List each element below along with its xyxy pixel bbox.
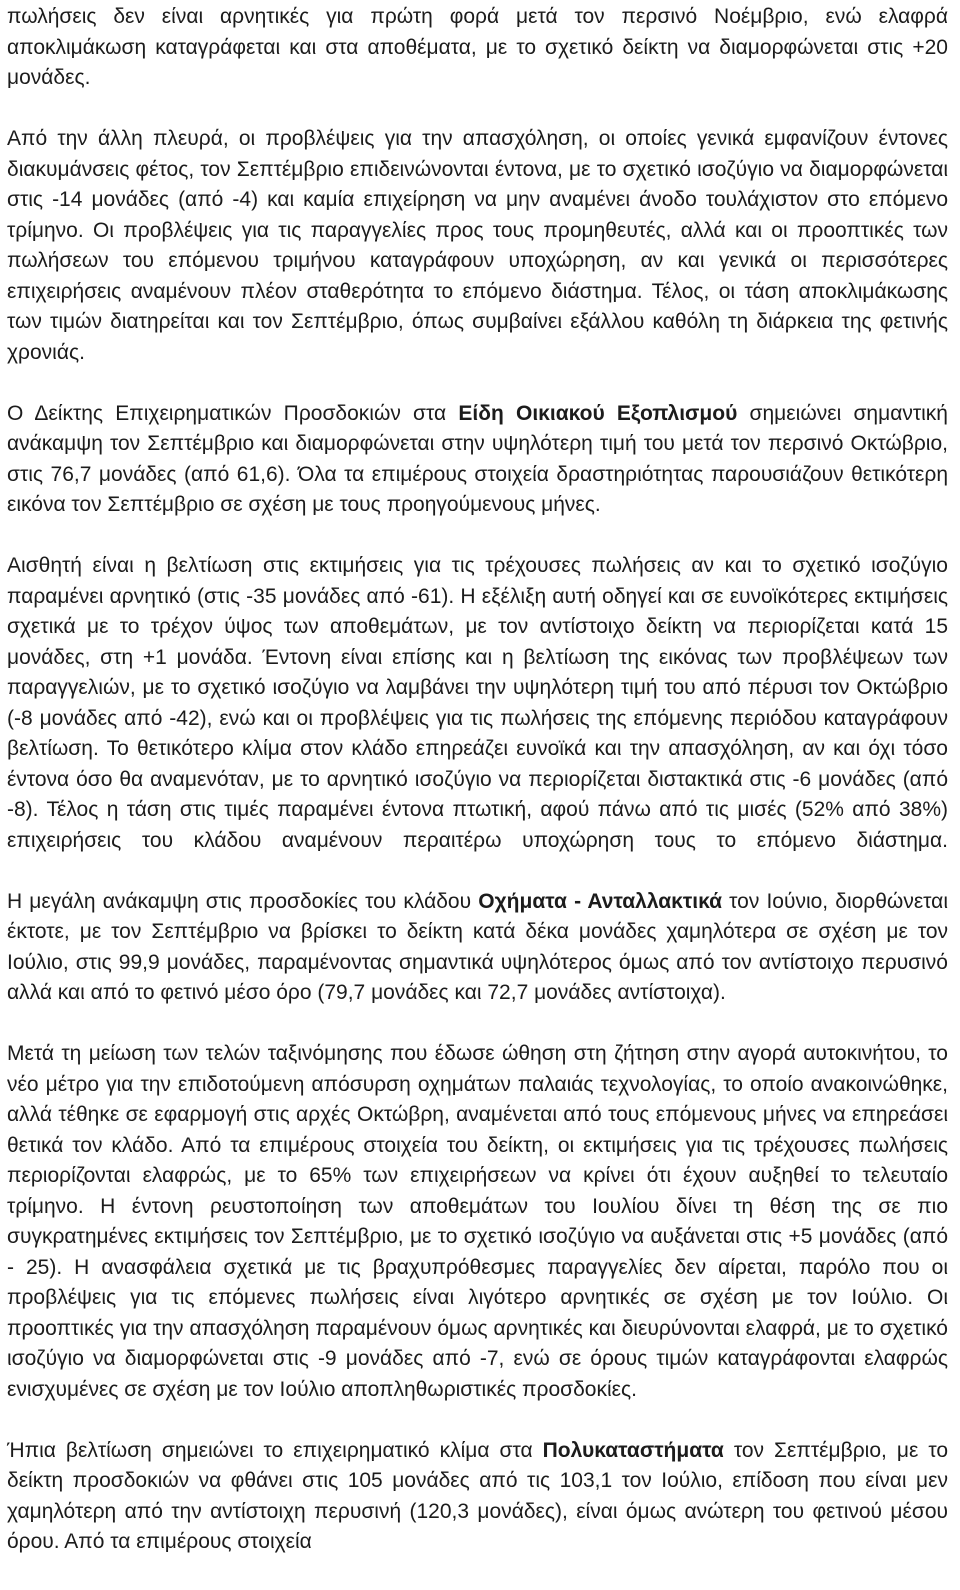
paragraph (7, 551, 948, 856)
paragraph (7, 1039, 948, 1405)
paragraph (7, 2, 948, 94)
paragraph-text: τον Σεπτέμβριο, με το δείκτη προσδοκιών να φθάνει στις 105 μονάδες από τις 103,1 τον Ιούλιο, επίδοση που είναι μεν χαμηλότερη από την αντίστοιχη περυσινή (120,3 μονάδες), είναι όμως ανώτερη του φετινού μέσου όρου. Από τα επιμέρους στοιχεία (7, 1438, 949, 1553)
bold-heading-term: Είδη Οικιακού Εξοπλισμού (458, 401, 738, 425)
paragraph-text: Από την άλλη πλευρά, οι προβλέψεις για την απασχόληση, οι οποίες γενικά εμφανίζουν έντονες διακυμάνσεις φέτος, τον Σεπτέμβριο επιδεινώνονται έντονα, με το σχετικό ισοζύγιο να διαμορφώνεται στις -14 μονάδες (από -4) και καμία επιχείρηση να μην αναμένει άνοδο τουλάχιστον στο επόμενο τρίμηνο. Οι προβλέψεις για τις παραγγελίες προς τους προμηθευτές, αλλά και οι προοπτικές των πωλήσεων του επόμενου τριμήνου καταγράφουν υποχώρηση, αν και γενικά οι περισσότερες επιχειρήσεις αναμένουν πλέον σταθερότητα το επόμενο διάστημα. Τέλος, οι τάση αποκλιμάκωσης των τιμών διατηρείται και τον Σεπτέμβριο, όπως συμβαίνει εξάλλου καθόλη τη διάρκεια της φετινής χρονιάς. (7, 127, 948, 364)
bold-heading-term: Οχήματα - Ανταλλακτικά (478, 889, 723, 913)
paragraph (7, 1436, 948, 1558)
paragraph-text: τον Ιούνιο, διορθώνεται έκτοτε, με τον Σεπτέμβριο να βρίσκει το δείκτη κατά δέκα μονάδες χαμηλότερα σε σχέση με τον Ιούλιο, στις 99,9 μονάδες, παραμένοντας σημαντικά υψηλότερος όμως από τον αντίστοιχο περυσινό αλλά και από το φετινό μέσο όρο (79,7 μονάδες και 72,7 μονάδες αντίστοιχα). (7, 889, 948, 1004)
paragraph (7, 124, 948, 368)
paragraph-text: Αισθητή είναι η βελτίωση στις εκτιμήσεις για τις τρέχουσες πωλήσεις αν και το σχετικό ισοζύγιο παραμένει αρνητικό (στις -35 μονάδες από -61). Η εξέλιξη αυτή οδηγεί και σε ευνοϊκότερες εκτιμήσεις σχετικά με το τρέχον ύψος των αποθεμάτων, με τον αντίστοιχο δείκτη να περιορίζεται κατά 15 μονάδες, στη +1 μονάδα. Έντονη είναι επίσης και η βελτίωση της εικόνας των προβλέψεων των παραγγελιών, με το σχετικό ισοζύγιο να λαμβάνει την υψηλότερη τιμή του από πέρυσι τον Οκτώβριο (-8 μονάδες από -42), ενώ και οι προβλέψεις για τις πωλήσεις της επόμενης περιόδου καταγράφουν βελτίωση. Το θετικότερο κλίμα στον κλάδο επηρεάζει ευνοϊκά και την απασχόληση, αν και όχι τόσο έντονα όσο θα αναμενόταν, με το αρνητικό ισοζύγιο να περιορίζεται διστακτικά στις -6 μονάδες (από -8). Τέλος η τάση στις τιμές παραμένει έντονα πτωτική, αφού πάνω από τις μισές (52% από 38%) επιχειρήσεις του κλάδου αναμένουν περαιτέρω υποχώρηση τους το επόμενο διάστημα. (7, 554, 948, 852)
paragraph (7, 399, 948, 521)
paragraph-text: Η μεγάλη ανάκαμψη στις προσδοκίες του κλάδου (7, 889, 479, 913)
paragraph-text: σημειώνει σημαντική ανάκαμψη τον Σεπτέμβριο και διαμορφώνεται στην υψηλότερη τιμή του μετά τον περσινό Οκτώβριο, στις 76,7 μονάδες (από 61,6). Όλα τα επιμέρους στοιχεία δραστηριότητας παρουσιάζουν θετικότερη εικόνα τον Σεπτέμβριο σε σχέση με τους προηγούμενους μήνες. (7, 401, 948, 516)
paragraph-text: Μετά τη μείωση των τελών ταξινόμησης που έδωσε ώθηση στη ζήτηση στην αγορά αυτοκινήτου, το νέο μέτρο για την επιδοτούμενη απόσυρση οχημάτων παλαιάς τεχνολογίας, το οποίο ανακοινώθηκε, αλλά τέθηκε σε εφαρμογή στις αρχές Οκτώβρη, αναμένεται από τους επόμενους μήνες να επηρεάσει θετικά τον κλάδο. Από τα επιμέρους στοιχεία του δείκτη, οι εκτιμήσεις για τις τρέχουσες πωλήσεις περιορίζονται ελαφρώς, με το 65% των επιχειρήσεων να κρίνει ότι έχουν αυξηθεί το τελευταίο τρίμηνο. Η έντονη ρευστοποίηση των αποθεμάτων του Ιουλίου δίνει τη θέση της σε πιο συγκρατημένες εκτιμήσεις τον Σεπτέμβριο, με το σχετικό ισοζύγιο να αυξάνεται στις +5 μονάδες (από - 25). Η ανασφάλεια σχετικά με τις βραχυπρόθεσμες παραγγελίες δεν αίρεται, παρόλο που οι προβλέψεις για τις επόμενες πωλήσεις είναι λιγότερο αρνητικές σε σχέση με τον Ιούλιο. Οι προοπτικές για την απασχόληση παραμένουν όμως αρνητικές και διευρύνονται ελαφρά, με το σχετικό ισοζύγιο να διαμορφώνεται στις -9 μονάδες από -7, ενώ σε όρους τιμών καταγράφονται ελαφρώς ενισχυμένες σε σχέση με τον Ιούλιο αποπληθωριστικές προσδοκίες. (7, 1042, 948, 1401)
paragraph (7, 887, 948, 1009)
paragraph-text: Ο Δείκτης Επιχειρηματικών Προσδοκιών στα (7, 401, 459, 425)
bold-heading-term: Πολυκαταστήματα (542, 1438, 724, 1462)
paragraph-text: πωλήσεις δεν είναι αρνητικές για πρώτη φορά μετά τον περσινό Νοέμβριο, ενώ ελαφρά αποκλιμάκωση καταγράφεται και στα αποθέματα, με το σχετικό δείκτη να διαμορφώνεται στις +20 μονάδες. (7, 5, 948, 89)
paragraph-text: Ήπια βελτίωση σημειώνει το επιχειρηματικό κλίμα στα (7, 1438, 543, 1462)
